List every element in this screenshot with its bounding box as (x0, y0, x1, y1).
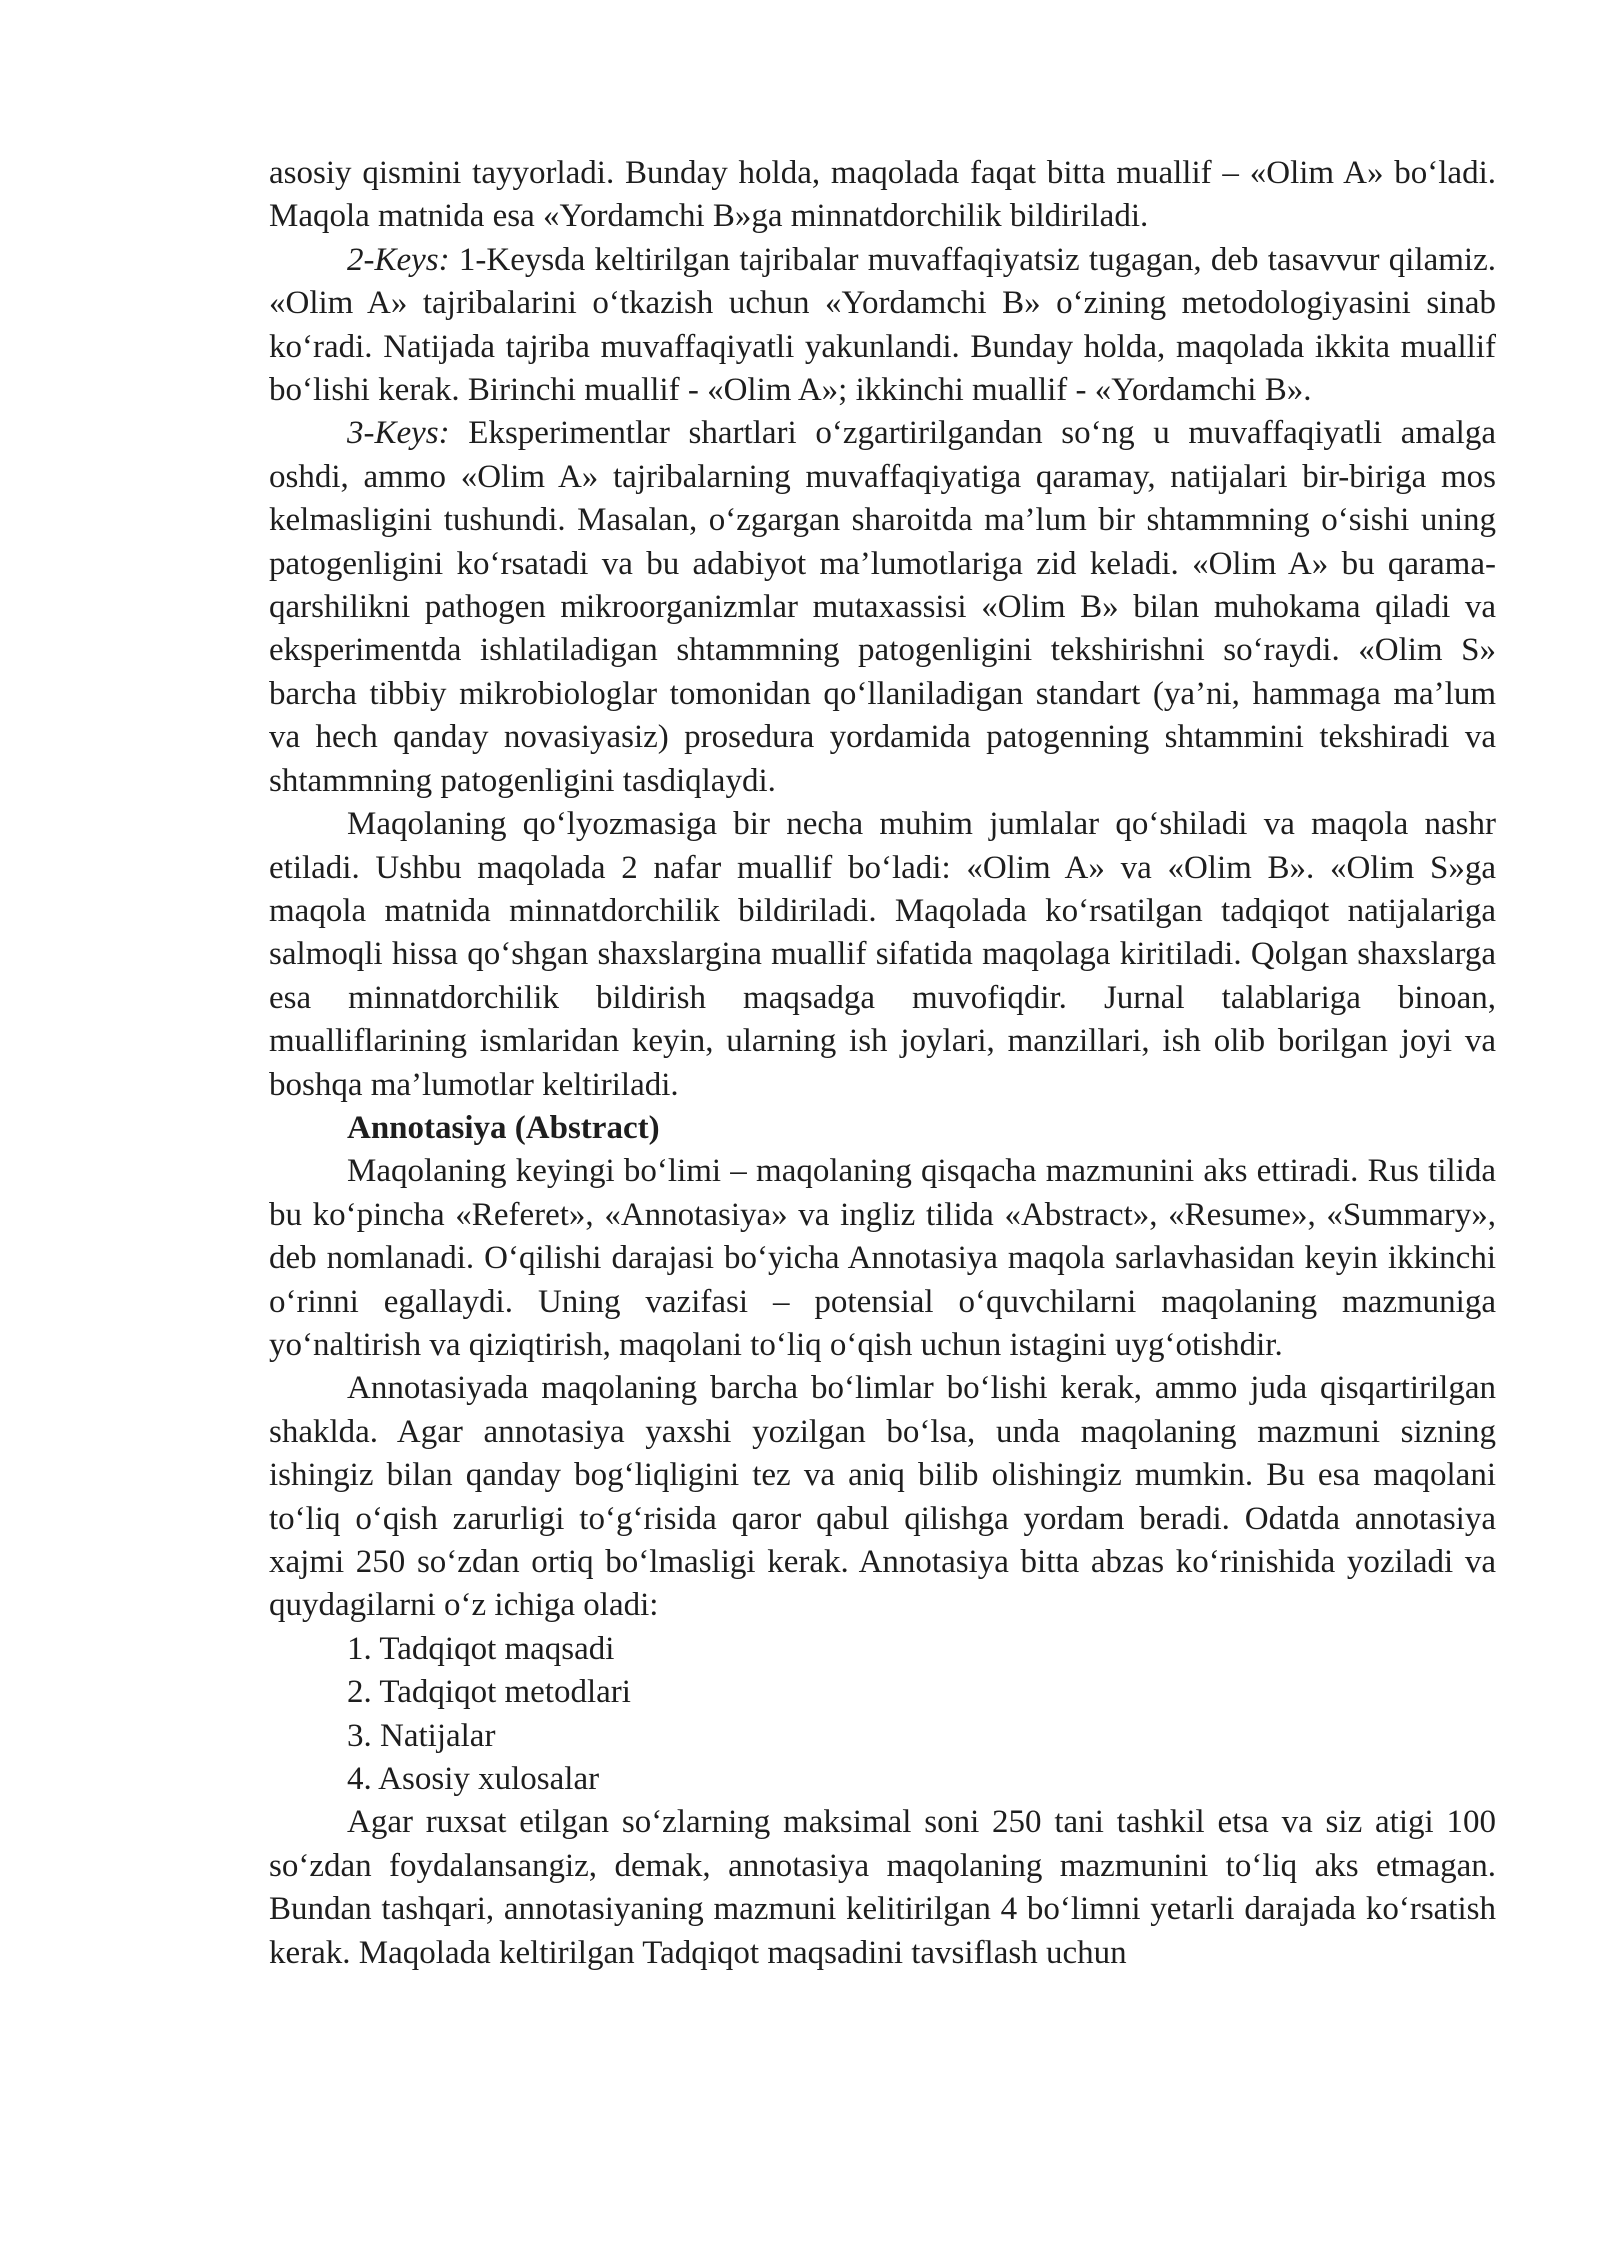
list-item: 4. Asosiy xulosalar (347, 1761, 600, 1798)
paragraph-case-2 (269, 239, 1496, 413)
paragraph-authors: Maqolaning qo‘lyozmasiga bir necha muhim jumlalar qo‘shiladi va maqola nashr etiladi. Ushbu maqolada 2 nafar muallif bo‘ladi: «Olim A» va «Olim B». «Olim S»ga maqola matnida minnatdorchilik bildiriladi. Maqolada ko‘rsatilgan tadqiqot natijalariga salmoqli hissa qo‘shgan shaxslargina muallif sifatida maqolaga kiritiladi. Qolgan shaxslarga esa minnatdorchilik bildirish maqsadga muvofiqdir. Jurnal talablariga binoan, mualliflarining ismlaridan keyin, ularning ish joylari, manzillari, ish olib borilgan joyi va boshqa ma’lumotlar keltiriladi. (269, 806, 1496, 1103)
list-item: 3. Natijalar (347, 1717, 496, 1754)
list-item: 2. Tadqiqot metodlari (347, 1674, 631, 1711)
document-page (269, 152, 1496, 1975)
case-text: Eksperimentlar shartlari o‘zgartirilgandan so‘ng u muvaffaqiyatli amalga oshdi, ammo «Olim A» tajribalarning muvaffaqiyatiga qaramay, natijalari bir-biriga mos kelmasligini tushundi. Masalan, o‘zgargan sharoitda ma’lum bir shtammning o‘sishi uning patogenligini ko‘rsatadi va bu adabiyot ma’lumotlariga zid keladi. «Olim A» bu qarama-qarshilikni pathogen mikroorganizmlar mutaxassisi «Olim B» bilan muhokama qiladi va eksperimentda ishlatiladigan shtammning patogenligini tekshirishni so‘raydi. «Olim S» barcha tibbiy mikrobiologlar tomonidan qo‘llaniladigan standart (ya’ni, hammaga ma’lum va hech qanday novasiyasiz) prosedura yordamida patogenning shtammini tekshiradi va shtammning patogenligini tasdiqlaydi. (269, 415, 1496, 799)
case-text: 1-Keysda keltirilgan tajribalar muvaffaqiyatsiz tugagan, deb tasavvur qilamiz. «Olim A» tajribalarini o‘tkazish uchun «Yordamchi B» o‘zining metodologiyasini sinab ko‘radi. Natijada tajriba muvaffaqiyatli yakunlandi. Bunday holda, maqolada ikkita muallif bo‘lishi kerak. Birinchi muallif - «Olim A»; ikkinchi muallif - «Yordamchi B». (269, 241, 1496, 409)
case-label: 2-Keys: (347, 241, 450, 278)
paragraph-continuation: asosiy qismini tayyorladi. Bunday holda, maqolada faqat bitta muallif – «Olim A» bo‘ladi. Maqola matnida esa «Yordamchi B»ga minnatdorchilik bildiriladi. (269, 155, 1496, 235)
paragraph-case-3 (269, 412, 1496, 803)
paragraph-annotation-intro: Maqolaning keyingi bo‘limi – maqolaning qisqacha mazmunini aks ettiradi. Rus tilida bu ko‘pincha «Referet», «Annotasiya» va ingliz tilida «Abstract», «Resume», «Summary», deb nomlanadi. O‘qilishi darajasi bo‘yicha Annotasiya maqola sarlavhasidan keyin ikkinchi o‘rinni egallaydi. Uning vazifasi – potensial o‘quvchilarni maqolaning mazmuniga yo‘naltirish va qiziqtirish, maqolani to‘liq o‘qish uchun istagini uyg‘otishdir. (269, 1153, 1496, 1363)
list-item: 1. Tadqiqot maqsadi (347, 1630, 615, 1667)
abstract-components-list (269, 1628, 1496, 1802)
section-heading: Annotasiya (Abstract) (347, 1109, 660, 1146)
paragraph-final: Agar ruxsat etilgan so‘zlarning maksimal soni 250 tani tashkil etsa va siz atigi 100 so‘zdan foydalansangiz, demak, annotasiya maqolaning mazmunini to‘liq aks etmagan. Bundan tashqari, annotasiyaning mazmuni kelitirilgan 4 bo‘limni yetarli darajada ko‘rsatish kerak. Maqolada keltirilgan Tadqiqot maqsadini tavsiflash uchun (269, 1804, 1496, 1971)
case-label: 3-Keys: (347, 415, 450, 452)
paragraph-annotation-content: Annotasiyada maqolaning barcha bo‘limlar bo‘lishi kerak, ammo juda qisqartirilgan shaklda. Agar annotasiya yaxshi yozilgan bo‘lsa, unda maqolaning mazmuni sizning ishingiz bilan qanday bog‘liqligini tez va aniq bilib olishingiz mumkin. Bu esa maqolani to‘liq o‘qish zarurligi to‘g‘risida qaror qabul qilishga yordam beradi. Odatda annotasiya xajmi 250 so‘zdan ortiq bo‘lmasligi kerak. Annotasiya bitta abzas ko‘rinishida yoziladi va quydagilarni o‘z ichiga oladi: (269, 1370, 1496, 1624)
